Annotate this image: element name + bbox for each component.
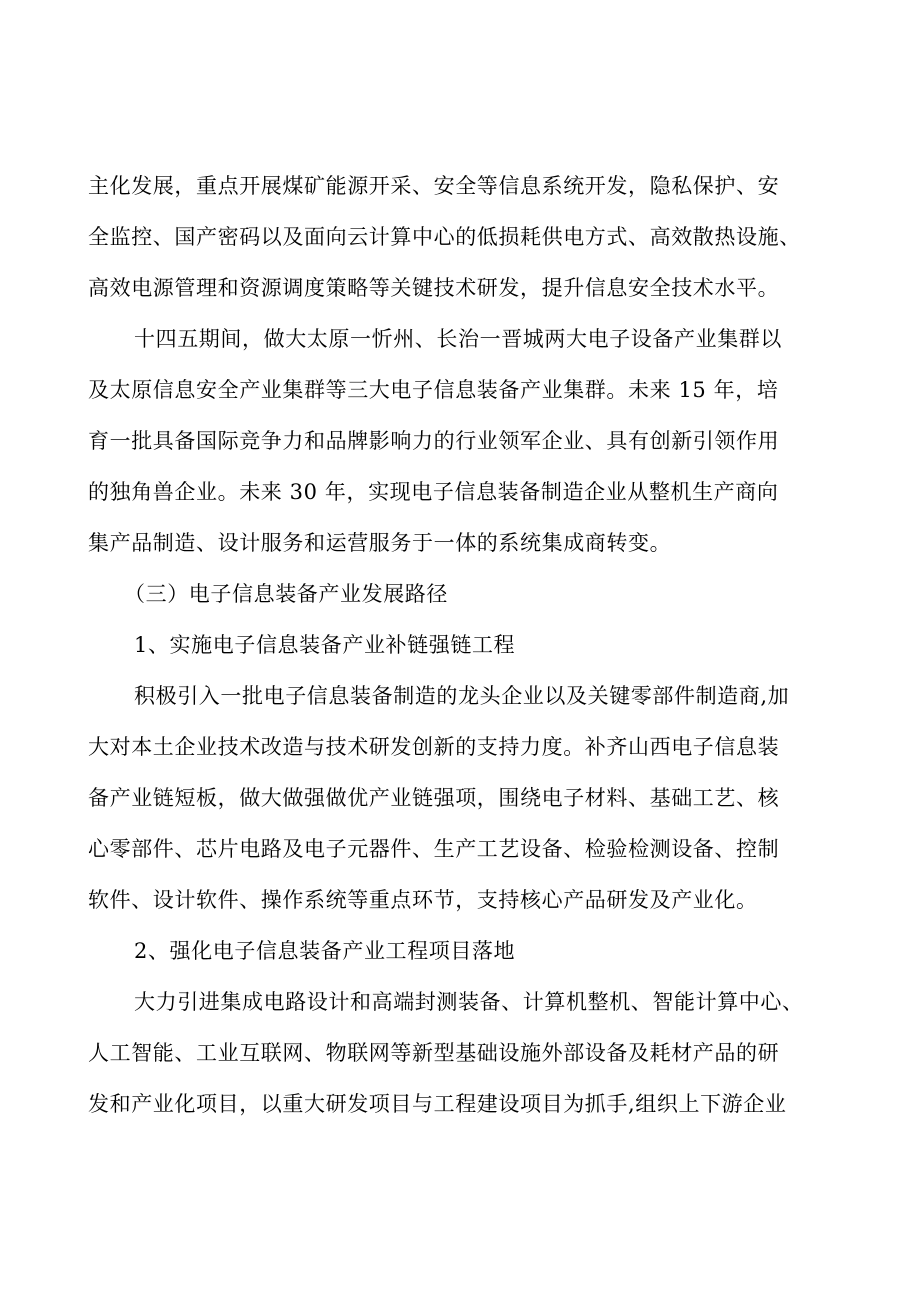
- paragraph-4-line-3: 发和产业化项目，以重大研发项目与工程建设项目为抓手,组织上下游企业: [88, 1092, 787, 1116]
- section-heading: （三）电子信息装备产业发展路径: [124, 582, 448, 606]
- paragraph-1-line-1: 主化发展，重点开展煤矿能源开采、安全等信息系统开发，隐私保护、安: [88, 174, 780, 198]
- paragraph-2-line-4: 的独角兽企业。未来 30 年，实现电子信息装备制造企业从整机生产商向: [88, 480, 779, 504]
- paragraph-3-line-2: 大对本土企业技术改造与技术研发创新的支持力度。补齐山西电子信息装: [88, 735, 780, 759]
- paragraph-3-line-1: 积极引入一批电子信息装备制造的龙头企业以及关键零部件制造商,加: [134, 684, 790, 708]
- subsection-heading-2: 2、强化电子信息装备产业工程项目落地: [134, 939, 516, 963]
- paragraph-2-line-2: 及太原信息安全产业集群等三大电子信息装备产业集群。未来 15 年，培: [88, 378, 779, 402]
- paragraph-3-line-4: 心零部件、芯片电路及电子元器件、生产工艺设备、检验检测设备、控制: [88, 837, 780, 861]
- subsection-heading-1: 1、实施电子信息装备产业补链强链工程: [134, 633, 516, 657]
- paragraph-2-line-3: 育一批具备国际竞争力和品牌影响力的行业领军企业、具有创新引领作用: [88, 429, 780, 453]
- paragraph-1-line-2: 全监控、国产密码以及面向云计算中心的低损耗供电方式、高效散热设施、: [88, 225, 801, 249]
- paragraph-3-line-3: 备产业链短板，做大做强做优产业链强项，围绕电子材料、基础工艺、核: [88, 786, 780, 810]
- paragraph-3-line-5: 软件、设计软件、操作系统等重点环节，支持核心产品研发及产业化。: [88, 888, 758, 912]
- paragraph-1-line-3: 高效电源管理和资源调度策略等关键技术研发，提升信息安全技术水平。: [88, 276, 780, 300]
- paragraph-4-line-2: 人工智能、工业互联网、物联网等新型基础设施外部设备及耗材产品的研: [88, 1041, 780, 1065]
- paragraph-2-line-1: 十四五期间，做大太原一忻州、长治一晋城两大电子设备产业集群以: [134, 327, 782, 351]
- paragraph-4-line-1: 大力引进集成电路设计和高端封测装备、计算机整机、智能计算中心、: [134, 990, 804, 1014]
- paragraph-2-line-5: 集产品制造、设计服务和运营服务于一体的系统集成商转变。: [88, 531, 672, 555]
